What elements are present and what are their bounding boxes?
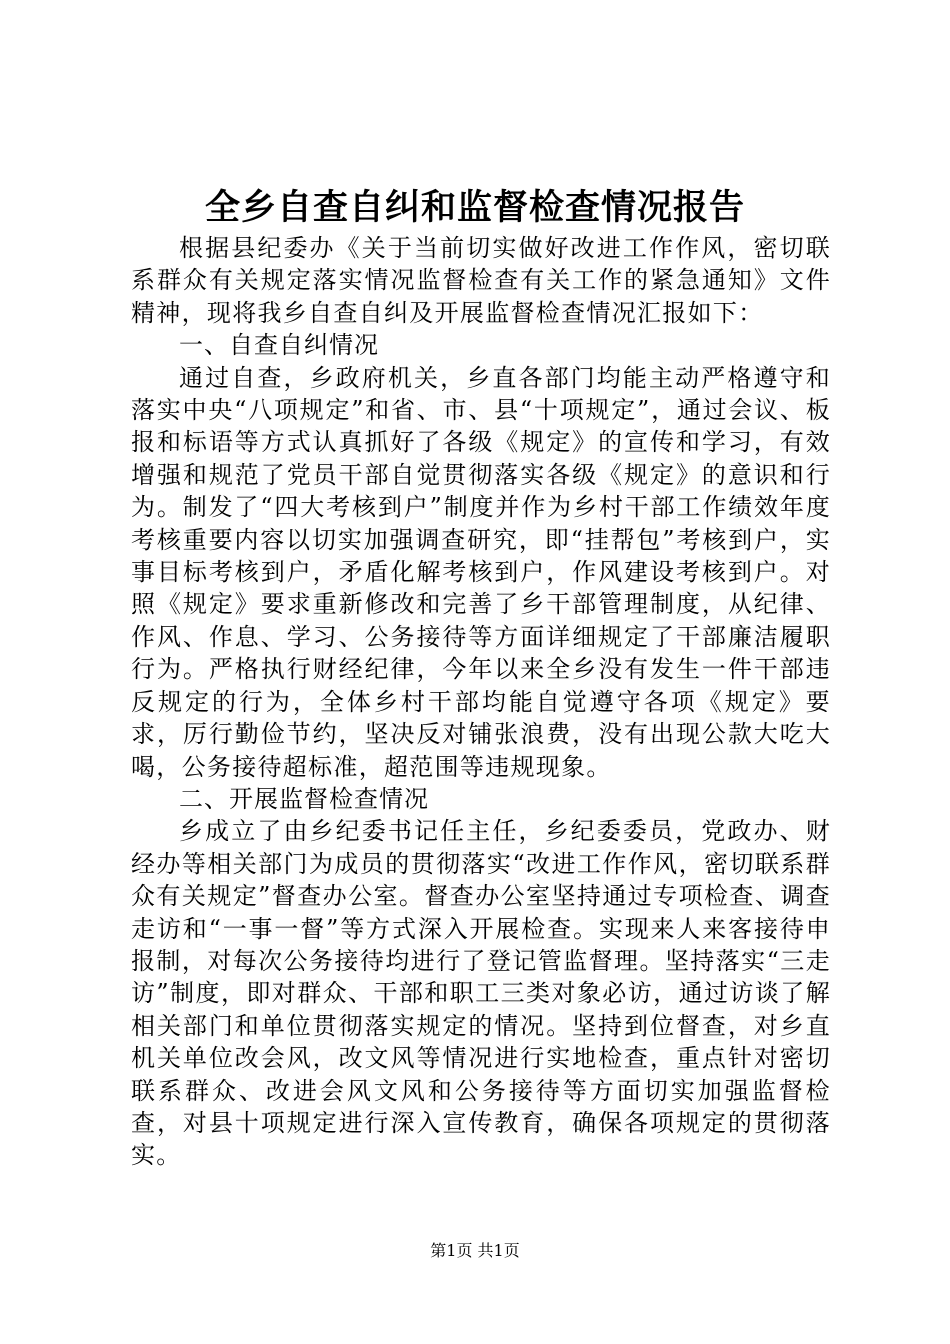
page-footer: 第1页 共1页 [430,1241,520,1260]
section-heading-self-inspection: 一、自查自纠情况 [179,331,379,360]
document-title: 全乡自查自纠和监督检查情况报告 [204,188,745,228]
section-paragraph-self-inspection: 通过自查，乡政府机关，乡直各部门均能主动严格遵守和落实中央“八项规定”和省、市、县“十项规定”，通过会议、板报和标语等方式认真抓好了各级《规定》的宣传和学习，有效增强和规范了党员干部自觉贯彻落实各级《规定》的意识和行为。制发了“四大考核到户”制度并作为乡村干部工作绩效年度考核重要内容以切实加强调查研究，即“挂帮包”考核到户，实事目标考核到户，矛盾化解考核到户，作风建设考核到户。对照《规定》要求重新修改和完善了乡干部管理制度，从纪律、作风、作息、学习、公务接待等方面详细规定了干部廉洁履职行为。严格执行财经纪律，今年以来全乡没有发生一件干部违反规定的行为，全体乡村干部均能自觉遵守各项《规定》要求，厉行勤俭节约，坚决反对铺张浪费，没有出现公款大吃大喝，公务接待超标准，超范围等违规现象。 [131,363,831,781]
document-body [131,232,831,1172]
section-paragraph-supervision: 乡成立了由乡纪委书记任主任，乡纪委委员，党政办、财经办等相关部门为成员的贯彻落实“改进工作作风，密切联系群众有关规定”督查办公室。督查办公室坚持通过专项检查、调查走访和“一事一督”等方式深入开展检查。实现来人来客接待申报制，对每次公务接待均进行了登记管监督理。坚持落实“三走访”制度，即对群众、干部和职工三类对象必访，通过访谈了解相关部门和单位贯彻落实规定的情况。坚持到位督查，对乡直机关单位改会风，改文风等情况进行实地检查，重点针对密切联系群众、改进会风文风和公务接待等方面切实加强监督检查，对县十项规定进行深入宣传教育，确保各项规定的贯彻落实。 [131,817,831,1170]
intro-paragraph: 根据县纪委办《关于当前切实做好改进工作作风，密切联系群众有关规定落实情况监督检查有关工作的紧急通知》文件精神，现将我乡自查自纠及开展监督检查情况汇报如下： [131,234,831,327]
section-heading-supervision: 二、开展监督检查情况 [179,784,429,813]
